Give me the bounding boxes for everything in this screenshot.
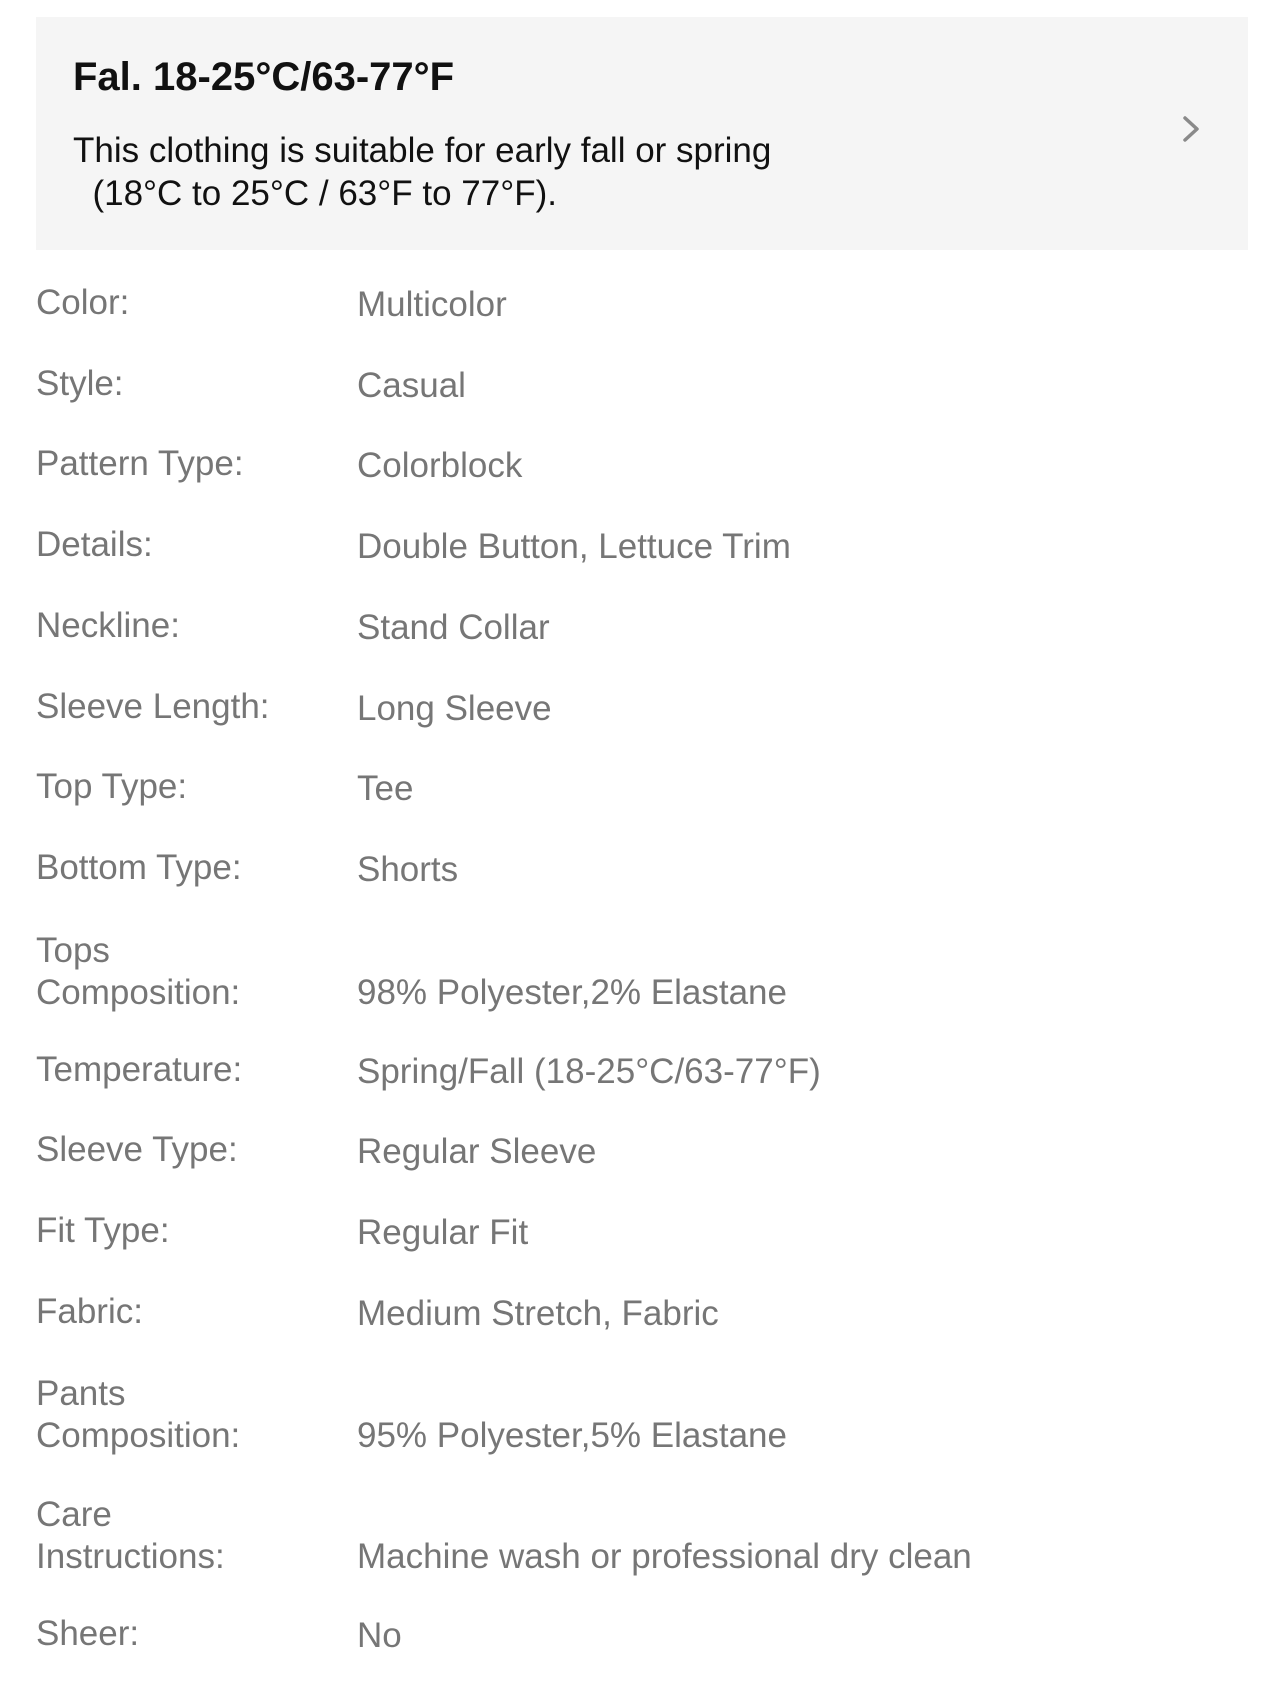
attribute-value: Regular Fit	[357, 1213, 529, 1252]
attribute-value: Multicolor	[357, 285, 507, 324]
attribute-label: Tops Composition:	[36, 930, 241, 1012]
attribute-label: Temperature:	[36, 1049, 243, 1089]
attribute-value: Machine wash or professional dry clean	[357, 1537, 972, 1577]
attribute-label: Pattern Type:	[36, 444, 244, 484]
attribute-label: Sheer:	[36, 1614, 140, 1654]
attribute-label: Care Instructions:	[36, 1495, 225, 1577]
attribute-label: Neckline:	[36, 605, 180, 645]
attribute-label: Style:	[36, 363, 124, 403]
attribute-value: Stand Collar	[357, 607, 550, 647]
attribute-value: Casual	[357, 365, 466, 405]
attribute-label: Sleeve Length:	[36, 686, 270, 726]
attribute-value: 95% Polyester,5% Elastane	[357, 1416, 787, 1456]
temperature-title: Fal. 18-25°C/63-77°F	[73, 55, 455, 99]
attribute-value: Shorts	[357, 849, 459, 889]
attribute-label: Fabric:	[36, 1291, 143, 1331]
attribute-value: Long Sleeve	[357, 688, 552, 728]
attribute-value: Medium Stretch, Fabric	[357, 1293, 719, 1333]
attribute-label: Bottom Type:	[36, 847, 242, 887]
attribute-value: Tee	[357, 769, 414, 809]
attribute-label: Fit Type:	[36, 1211, 170, 1250]
attribute-label: Top Type:	[36, 767, 188, 807]
attribute-label: Details:	[36, 525, 153, 565]
attribute-value: No	[357, 1616, 402, 1656]
attribute-label: Pants Composition:	[36, 1374, 241, 1456]
attribute-label: Color:	[36, 283, 130, 322]
attribute-value: Double Button, Lettuce Trim	[357, 527, 791, 567]
attribute-value: 98% Polyester,2% Elastane	[357, 972, 787, 1012]
attribute-label: Sleeve Type:	[36, 1130, 238, 1170]
attribute-value: Spring/Fall (18-25°C/63-77°F)	[357, 1051, 821, 1091]
attribute-value: Colorblock	[357, 446, 523, 486]
attribute-value: Regular Sleeve	[357, 1132, 597, 1172]
temperature-description: This clothing is suitable for early fall or spring (18°C to 25°C / 63°F to 77°F).	[73, 131, 772, 213]
